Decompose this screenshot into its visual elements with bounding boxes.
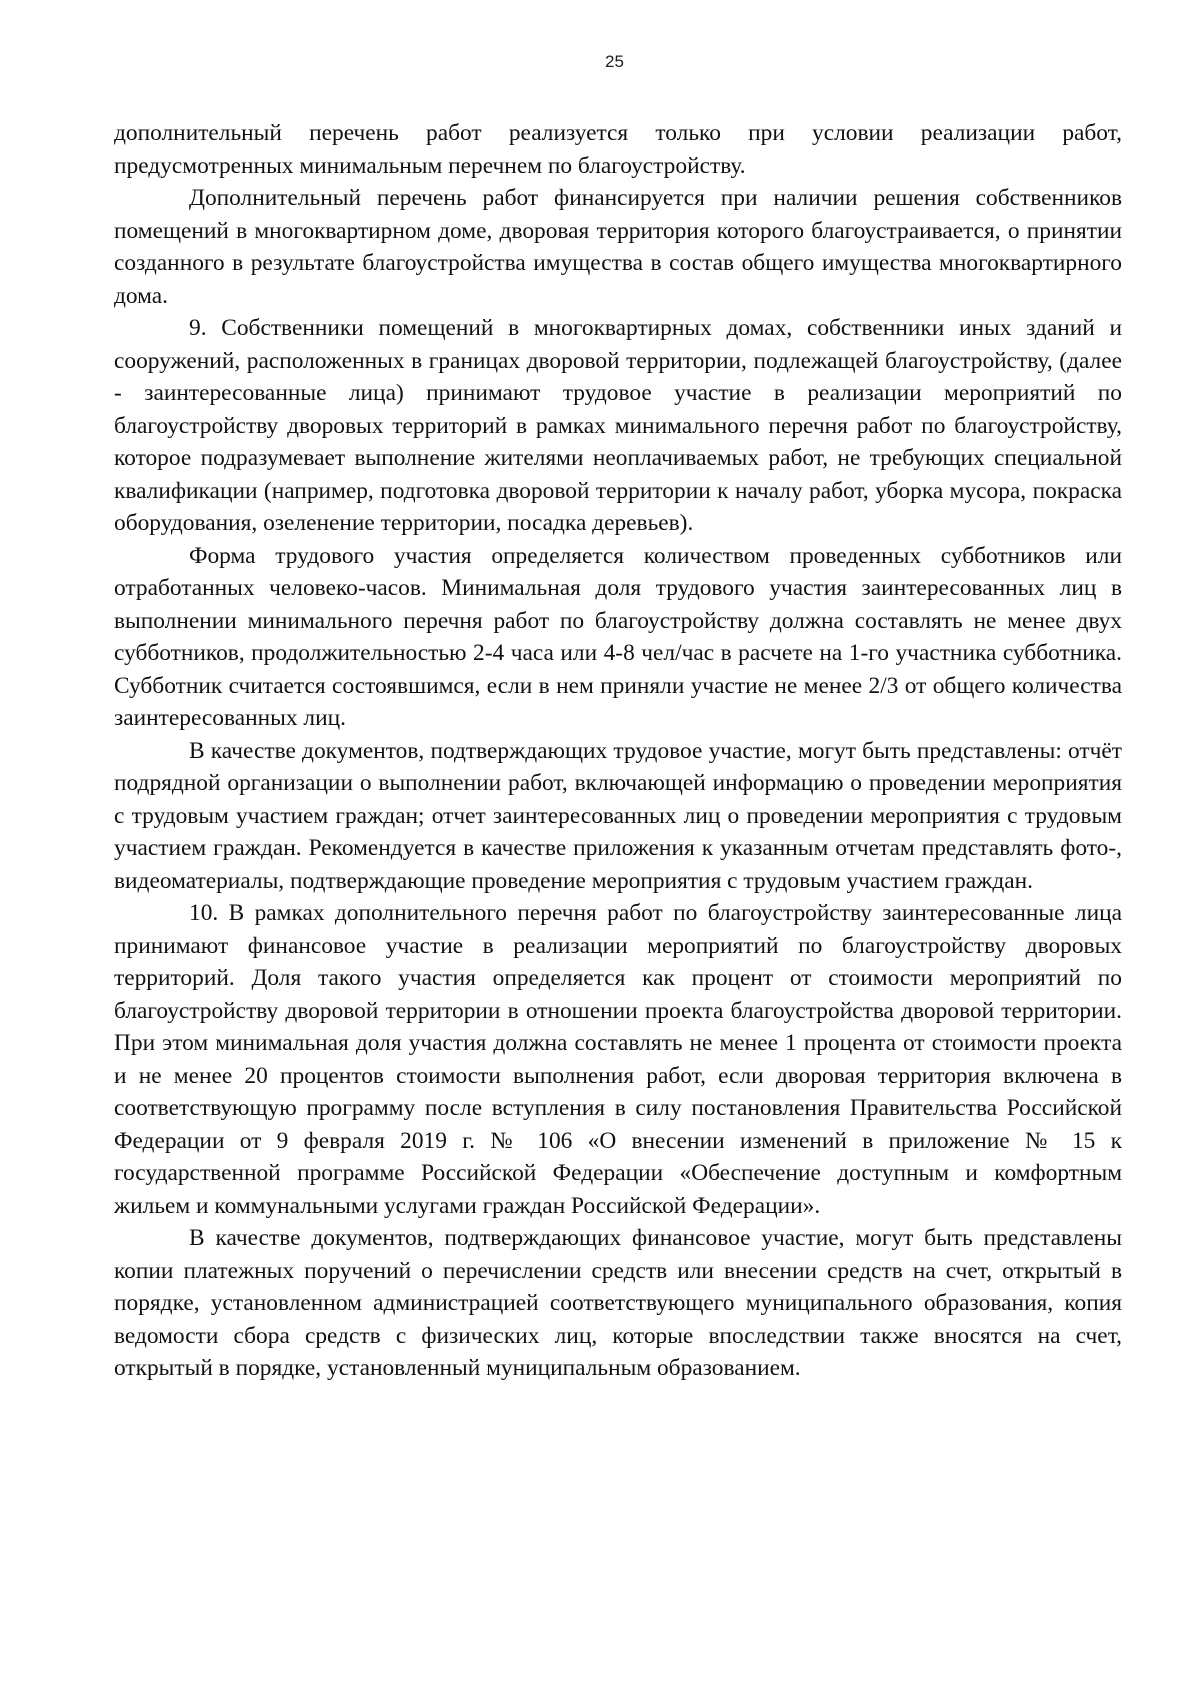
paragraph-labor-participation-form: Форма трудового участия определяется количеством проведенных субботников или отработанных человеко-часов. Минимальная доля трудового участия заинтересованных лиц в выполнении минимального перечня работ по благоустройству должна составлять не менее двух субботников, продолжительностью 2-4 часа или 4-8 чел/час в расчете на 1-го участника субботника. Субботник считается состоявшимся, если в нем приняли участие не менее 2/3 от общего количества заинтересованных лиц. bbox=[114, 542, 1122, 731]
paragraph-item-9-labor-participation: 9. Собственники помещений в многоквартирных домах, собственники иных зданий и сооружений, расположенных в границах дворовой территории, подлежащей благоустройству, (далее - заинтересованные лица) принимают трудовое участие в реализации мероприятий по благоустройству дворовых территорий в рамках минимального перечня работ по благоустройству, которое подразумевает выполнение жителями неоплачиваемых работ, не требующих специальной квалификации (например, подготовка дворовой территории к началу работ, уборка мусора, покраска оборудования, озеленение территории, посадка деревьев). bbox=[114, 315, 1122, 536]
page-number: 25 bbox=[605, 52, 624, 71]
paragraph-labor-participation-documents: В качестве документов, подтверждающих трудовое участие, могут быть представлены: отчёт подрядной организации о выполнении работ, включающей информацию о проведении мероприятия с трудовым участием граждан; отчет заинтересованных лиц о проведении мероприятия с трудовым участием граждан. Рекомендуется в качестве приложения к указанным отчетам представлять фото-, видеоматериалы, подтверждающие проведение мероприятия с трудовым участием граждан. bbox=[114, 737, 1122, 894]
paragraph-additional-list-financing: Дополнительный перечень работ финансируется при наличии решения собственников помещений в многоквартирном доме, дворовая территория которого благоустраивается, о принятии созданного в результате благоустройства имущества в состав общего имущества многоквартирного дома. bbox=[114, 185, 1122, 309]
paragraph-item-10-financial-participation: 10. В рамках дополнительного перечня работ по благоустройству заинтересованные лица принимают финансовое участие в реализации мероприятий по благоустройству дворовых территорий. Доля такого участия определяется как процент от стоимости мероприятий по благоустройству дворовой территории в отношении проекта благоустройства дворовой территории. При этом минимальная доля участия должна составлять не менее 1 процента от стоимости проекта и не менее 20 процентов стоимости выполнения работ, если дворовая территория включена в соответствующую программу после вступления в силу постановления Правительства Российской Федерации от 9 февраля 2019 г. № 106 «О внесении изменений в приложение № 15 к государственной программе Российской Федерации «Обеспечение доступным и комфортным жильем и коммунальными услугами граждан Российской Федерации». bbox=[114, 900, 1122, 1219]
paragraph-continuation: дополнительный перечень работ реализуется только при условии реализации работ, предусмотренных минимальным перечнем по благоустройству. bbox=[114, 120, 1122, 179]
document-body bbox=[114, 117, 1122, 1385]
paragraph-financial-participation-documents: В качестве документов, подтверждающих финансовое участие, могут быть представлены копии платежных поручений о перечислении средств или внесении средств на счет, открытый в порядке, установленном администрацией соответствующего муниципального образования, копия ведомости сбора средств с физических лиц, которые впоследствии также вносятся на счет, открытый в порядке, установленный муниципальным образованием. bbox=[114, 1225, 1122, 1381]
